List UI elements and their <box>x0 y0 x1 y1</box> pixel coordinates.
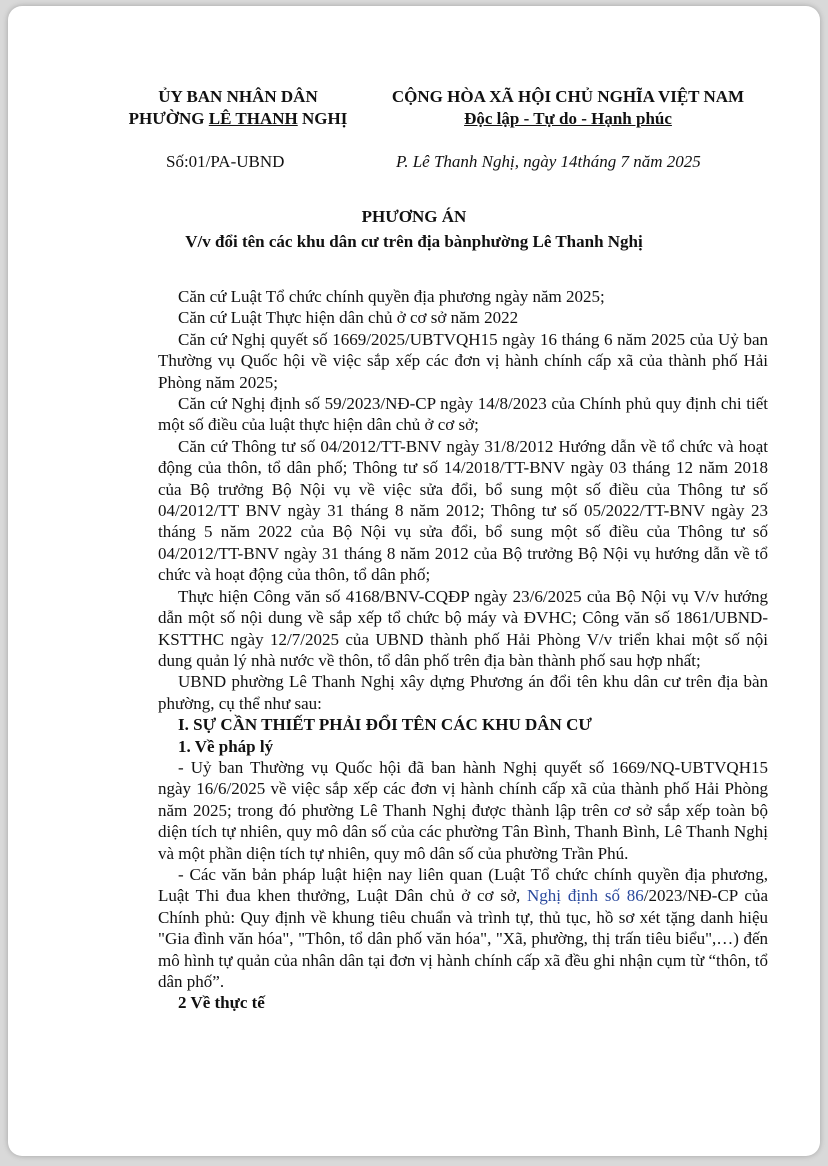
agency-line-2: PHƯỜNG LÊ THANH NGHỊ <box>128 109 348 128</box>
country-name: CỘNG HÒA XÃ HỘI CHỦ NGHĨA VIỆT NAM <box>391 87 745 106</box>
title-line-1: PHƯƠNG ÁN <box>361 207 467 226</box>
document-body <box>158 286 768 1014</box>
paragraph: UBND phường Lê Thanh Nghị xây dựng Phương án đổi tên khu dân cư trên địa bàn phường, cụ thể như sau: <box>158 672 768 713</box>
national-motto <box>373 86 763 130</box>
paragraph: Căn cứ Nghị định số 59/2023/NĐ-CP ngày 14/8/2023 của Chính phủ quy định chi tiết một số điều của luật thực hiện dân chủ ở cơ sở; <box>158 394 768 435</box>
paragraph: Thực hiện Công văn số 4168/BNV-CQĐP ngày 23/6/2025 của Bộ Nội vụ V/v hướng dẫn một số nội dung về sắp xếp tổ chức bộ máy và ĐVHC; Công văn số 1861/UBND-KSTTHC ngày 12/7/2025 của UBND thành phố Hải Phòng V/v triển khai một số nội dung quản lý nhà nước về thôn, tổ dân phố trên địa bàn thành phố sau hợp nhất; <box>158 586 768 670</box>
section-heading: I. SỰ CẦN THIẾT PHẢI ĐỔI TÊN CÁC KHU DÂN CƯ <box>178 715 592 735</box>
document-date: P. Lê Thanh Nghị, ngày 14tháng 7 năm 2025 <box>396 152 701 171</box>
document-number: Số:01/PA-UBND <box>166 152 285 171</box>
subsection-heading: 1. Về pháp lý <box>178 736 274 756</box>
agency-line-1: ỦY BAN NHÂN DÂN <box>158 87 318 106</box>
document-page <box>8 6 820 1156</box>
document-title <box>8 204 820 254</box>
paragraph: Căn cứ Luật Tổ chức chính quyền địa phương ngày năm 2025; <box>178 287 605 306</box>
paragraph: - Uỷ ban Thường vụ Quốc hội đã ban hành Nghị quyết số 1669/NQ-UBTVQH15 ngày 16/6/2025 về việc sắp xếp các đơn vị hành chính cấp xã của thành phố Hải Phòng năm 2025; trong đó phường Lê Thanh Nghị được thành lập trên cơ sở sắp xếp toàn bộ diện tích tự nhiên, quy mô dân số của các phường Tân Bình, Thanh Bình, Lê Thanh Nghị và một phần diện tích tự nhiên, quy mô dân số của phường Trần Phú. <box>158 757 768 863</box>
paragraph: Căn cứ Luật Thực hiện dân chủ ở cơ sở năm 2022 <box>178 308 519 328</box>
title-line-2: V/v đổi tên các khu dân cư trên địa bànphường Lê Thanh Nghị <box>185 232 643 251</box>
paragraph: Căn cứ Thông tư số 04/2012/TT-BNV ngày 31/8/2012 Hướng dẫn về tổ chức và hoạt động của thôn, tổ dân phố; Thông tư số 14/2018/TT-BNV ngày 03 tháng 12 năm 2018 của Bộ trưởng Bộ Nội vụ về việc sửa đổi, bổ sung một số điều của Thông tư số 04/2012/TT BNV ngày 31 tháng 8 năm 2012; Thông tư số 05/2022/TT-BNV ngày 23 tháng 5 năm 2022 của Bộ Nội vụ sửa đổi, bổ sung một số điều của Thông tư số 04/2012/TT-BNV ngày 31 tháng 8 năm 2012 của Bộ trưởng Bộ Nội vụ hướng dẫn về tổ chức và hoạt động của thôn, tổ dân phố; <box>158 436 768 585</box>
decree-link[interactable]: Nghị định số 86 <box>527 886 644 906</box>
paragraph: - Các văn bản pháp luật hiện nay liên quan (Luật Tổ chức chính quyền địa phương, Luật Thi đua khen thưởng, Luật Dân chủ ở cơ sở, Nghị định số 86/2023/NĐ-CP của Chính phủ: Quy định về khung tiêu chuẩn và trình tự, thủ tục, hồ sơ xét tặng danh hiệu "Gia đình văn hóa", "Thôn, tổ dân phố văn hóa", "Xã, phường, thị trấn tiêu biểu",…) đến mô hình tự quản của nhân dân tại đơn vị hành chính cấp xã đều ghi nhận cụm từ “thôn, tổ dân phố”. <box>158 864 769 991</box>
paragraph: Căn cứ Nghị quyết số 1669/2025/UBTVQH15 ngày 16 tháng 6 năm 2025 của Uỷ ban Thường vụ Quốc hội về việc sắp xếp các đơn vị hành chính cấp xã của thành phố Hải Phòng năm 2025; <box>158 329 768 392</box>
motto: Độc lập - Tự do - Hạnh phúc <box>464 109 672 128</box>
issuing-agency <box>113 86 363 130</box>
subsection-heading: 2 Về thực tế <box>178 993 265 1013</box>
